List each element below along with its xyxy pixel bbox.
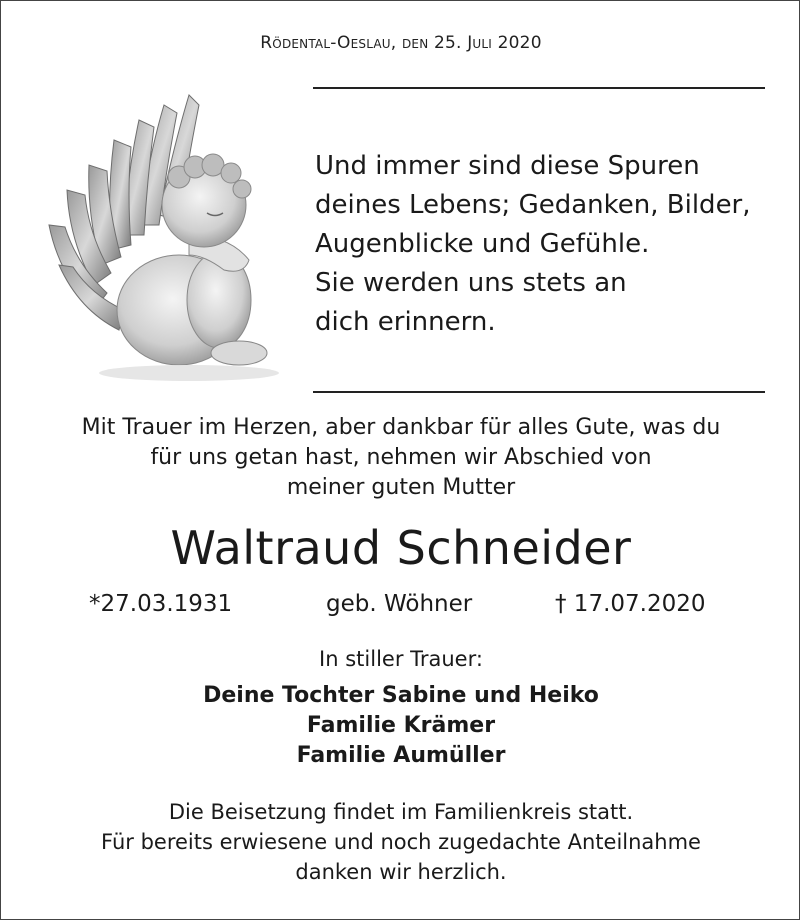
poem-line: Und immer sind diese Spuren: [315, 151, 700, 181]
top-divider: [313, 87, 765, 89]
intro-line: meiner guten Mutter: [286, 475, 516, 500]
mourner-name: Deine Tochter Sabine und Heiko: [203, 683, 599, 708]
death-date: † 17.07.2020: [555, 591, 706, 617]
closing-line: Die Beisetzung findet im Familienkreis statt.: [168, 800, 634, 824]
closing-text: [1, 797, 800, 887]
closing-line: danken wir herzlich.: [295, 860, 507, 884]
birth-date: *27.03.1931: [89, 591, 233, 617]
poem-line: deines Lebens; Gedanken, Bilder,: [315, 190, 751, 220]
memorial-poem: [315, 147, 775, 342]
place-date-line: Rödental-Oeslau, den 25. Juli 2020: [260, 33, 542, 53]
mourner-name: Familie Aumüller: [296, 743, 506, 768]
poem-line: dich erinnern.: [315, 307, 496, 337]
intro-text: [1, 413, 800, 503]
mourners-list: [1, 681, 800, 771]
life-dates: [1, 591, 800, 623]
poem-line: Augenblicke und Gefühle.: [315, 229, 650, 259]
closing-line: Für bereits erwiesene und noch zugedachte Anteilnahme: [101, 830, 701, 854]
intro-line: für uns getan hast, nehmen wir Abschied von: [150, 445, 652, 470]
deceased-name: Waltraud Schneider: [170, 521, 632, 575]
maiden-name: geb. Wöhner: [326, 591, 473, 617]
poem-line: Sie werden uns stets an: [315, 268, 627, 298]
intro-line: Mit Trauer im Herzen, aber dankbar für alles Gute, was du: [81, 415, 721, 440]
mourners-label: In stiller Trauer:: [319, 647, 483, 671]
angel-figurine-icon: [39, 85, 279, 385]
bottom-divider: [313, 391, 765, 393]
mourner-name: Familie Krämer: [306, 713, 496, 738]
